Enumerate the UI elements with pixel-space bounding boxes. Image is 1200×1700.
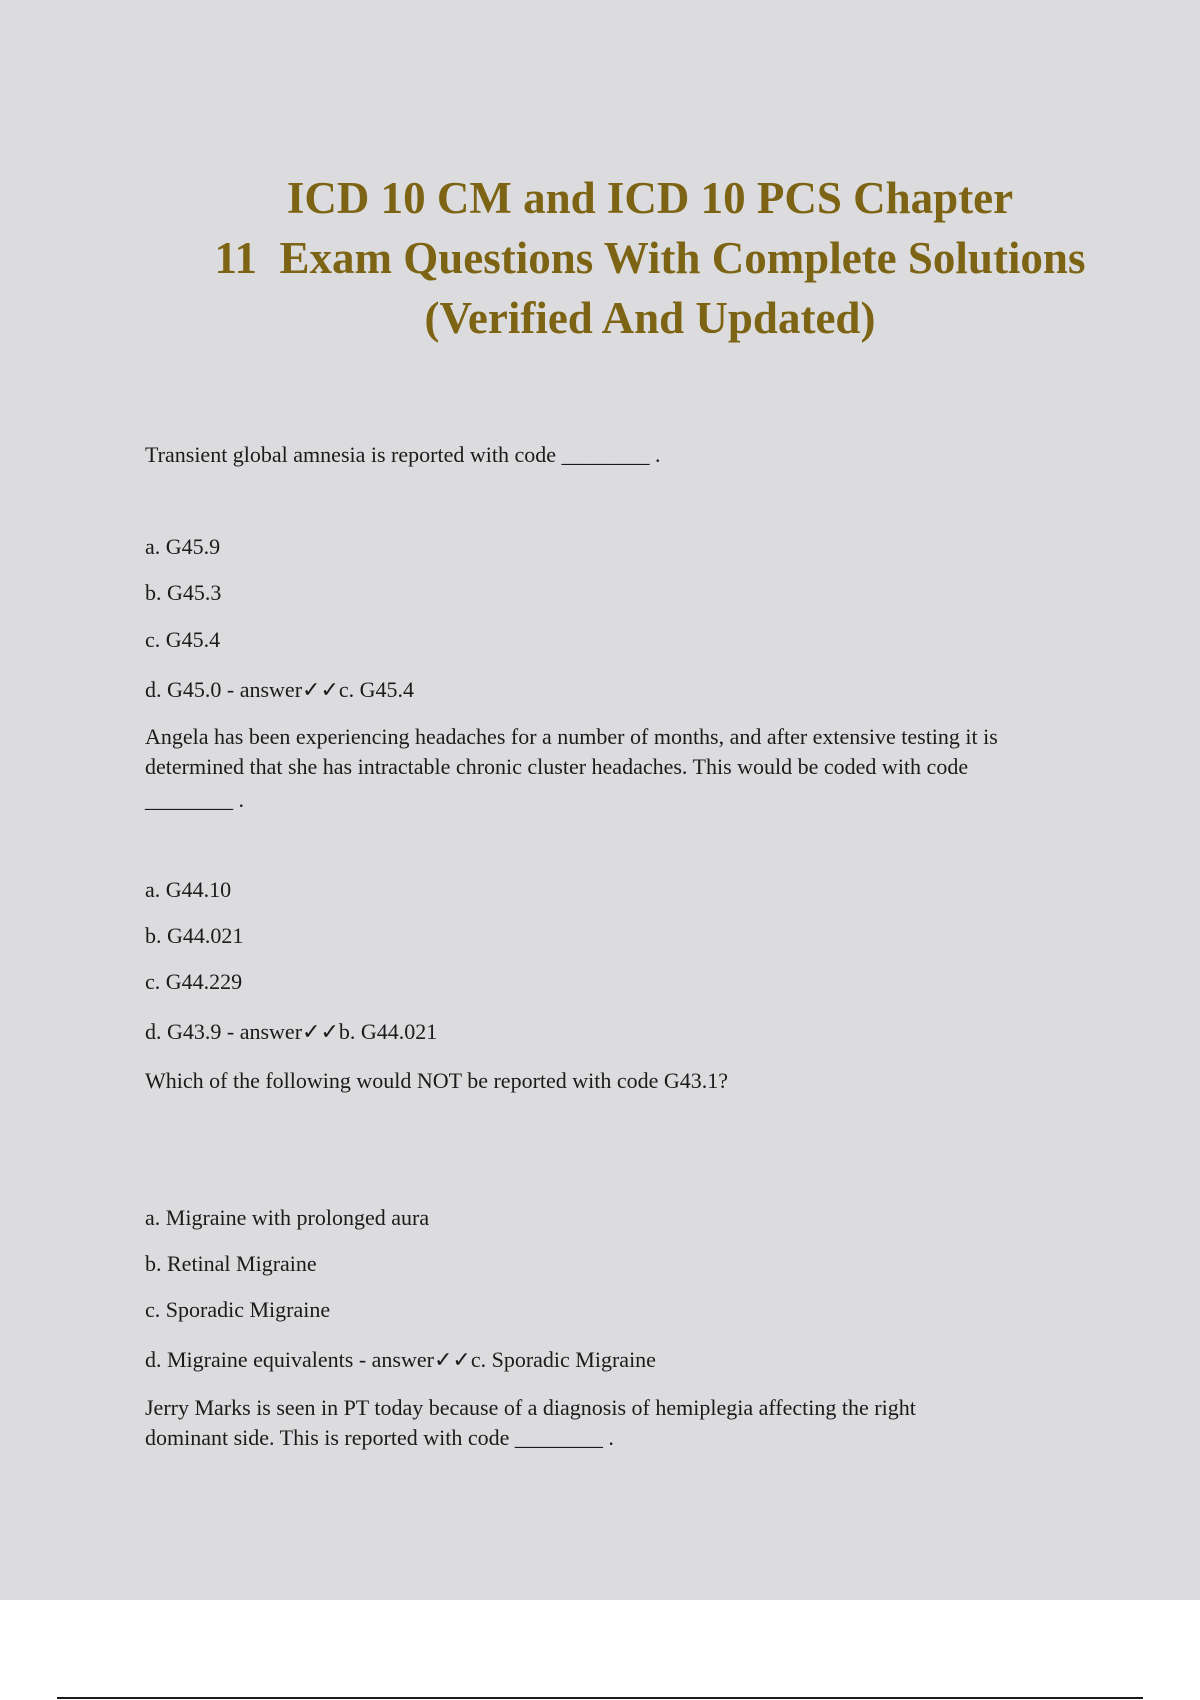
question-3-option-a: a. Migraine with prolonged aura <box>145 1205 430 1230</box>
next-page-divider <box>57 1697 1143 1699</box>
question-3-option-c: c. Sporadic Migraine <box>145 1297 331 1322</box>
title-line-1: ICD 10 CM and ICD 10 PCS Chapter <box>286 173 1014 223</box>
question-3-option-d-answer: d. Migraine equivalents - answer✓✓c. Sporadic Migraine <box>145 1347 656 1372</box>
question-2-option-d-answer: d. G43.9 - answer✓✓b. G44.021 <box>145 1019 438 1044</box>
question-3-option-b: b. Retinal Migraine <box>145 1251 317 1276</box>
question-1-option-d-answer: d. G45.0 - answer✓✓c. G45.4 <box>145 677 415 702</box>
question-1-option-a: a. G45.9 <box>145 534 221 559</box>
question-1-option-c: c. G45.4 <box>145 627 221 652</box>
question-4-stem-line-1: Jerry Marks is seen in PT today because of a diagnosis of hemiplegia affecting the right <box>145 1395 916 1420</box>
document-title <box>120 168 1180 348</box>
question-3-stem: Which of the following would NOT be reported with code G43.1? <box>145 1068 729 1093</box>
question-1-option-b: b. G45.3 <box>145 580 222 605</box>
title-line-2: 11 Exam Questions With Complete Solutions <box>214 233 1086 283</box>
question-2-option-c: c. G44.229 <box>145 969 243 994</box>
question-4-stem-line-2: dominant side. This is reported with code ________ . <box>145 1425 614 1450</box>
question-2-option-a: a. G44.10 <box>145 877 232 902</box>
question-2-stem-line-3: ________ . <box>145 787 244 812</box>
title-line-3: (Verified And Updated) <box>424 293 876 343</box>
question-1-stem: Transient global amnesia is reported with code ________ . <box>145 442 661 467</box>
question-2-option-b: b. G44.021 <box>145 923 244 948</box>
question-2-stem-line-1: Angela has been experiencing headaches for a number of months, and after extensive testing it is <box>145 724 998 749</box>
question-2-stem-line-2: determined that she has intractable chronic cluster headaches. This would be coded with code <box>145 754 969 779</box>
